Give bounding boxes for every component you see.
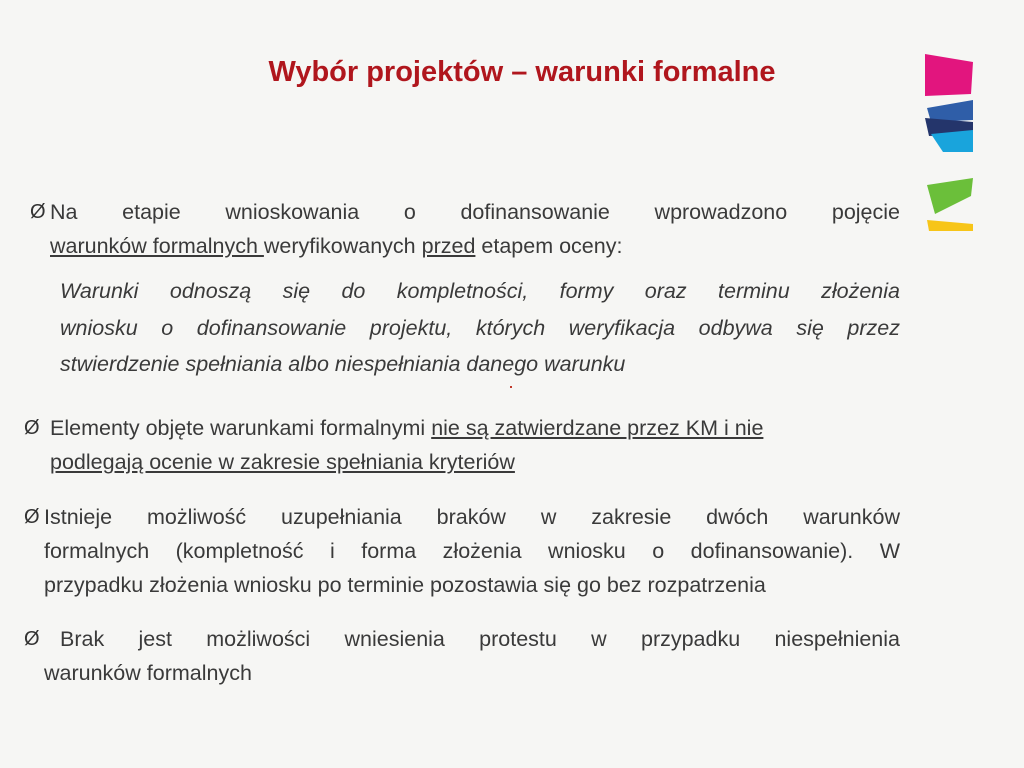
bullet-2-line-1 xyxy=(50,411,900,445)
underlined-phrase: nie są zatwierdzane przez KM i nie xyxy=(431,416,764,440)
definition-quote xyxy=(60,273,900,383)
bullet-3-line-1: Istnieje możliwość uzupełniania braków w zakresie dwóch warunków xyxy=(44,505,900,529)
red-dot-mark xyxy=(510,386,512,388)
bullet-2-line-2: podlegają ocenie w zakresie spełniania kryteriów xyxy=(50,450,515,474)
quote-line-3: stwierdzenie spełniania albo niespełniania danego warunku xyxy=(60,352,626,376)
decorative-color-stripes xyxy=(925,50,980,235)
bullet-1-text xyxy=(50,195,900,263)
bullet-1-text-segment: etapem oceny: xyxy=(475,234,623,258)
bullet-3-marker: Ø xyxy=(24,506,40,528)
underlined-term-przed: przed xyxy=(421,234,476,258)
bullet-1-line-1: Na etapie wnioskowania o dofinansowanie wprowadzono pojęcie xyxy=(50,200,900,224)
page-title: Wybór projektów – warunki formalne xyxy=(268,56,776,88)
bullet-2-marker: Ø xyxy=(24,417,40,439)
bullet-1-text-segment: weryfikowanych xyxy=(263,234,422,258)
underlined-term-warunkow-formalnych: warunków formalnych xyxy=(50,234,264,258)
bullet-4-text xyxy=(44,622,900,690)
bullet-1-marker: Ø xyxy=(30,201,46,223)
bullet-3-text xyxy=(44,500,900,602)
bullet-2-text-segment: Elementy objęte warunkami formalnymi xyxy=(50,416,432,440)
quote-line-1: Warunki odnoszą się do kompletności, formy oraz terminu złożenia xyxy=(60,279,900,303)
quote-line-2: wniosku o dofinansowanie projektu, których weryfikacja odbywa się przez xyxy=(60,315,900,340)
bullet-1-line-2 xyxy=(50,229,900,263)
bullet-4-line-1: Brak jest możliwości wniesienia protestu w przypadku niespełnienia xyxy=(60,627,900,651)
bullet-3-line-2: formalnych (kompletność i forma złożenia wniosku o dofinansowanie). W xyxy=(44,539,900,563)
bullet-4-marker: Ø xyxy=(24,628,40,650)
bullet-2-text xyxy=(50,411,900,479)
bullet-4-line-2: warunków formalnych xyxy=(44,661,252,685)
bullet-3-line-3: przypadku złożenia wniosku po terminie pozostawia się go bez rozpatrzenia xyxy=(44,573,766,597)
